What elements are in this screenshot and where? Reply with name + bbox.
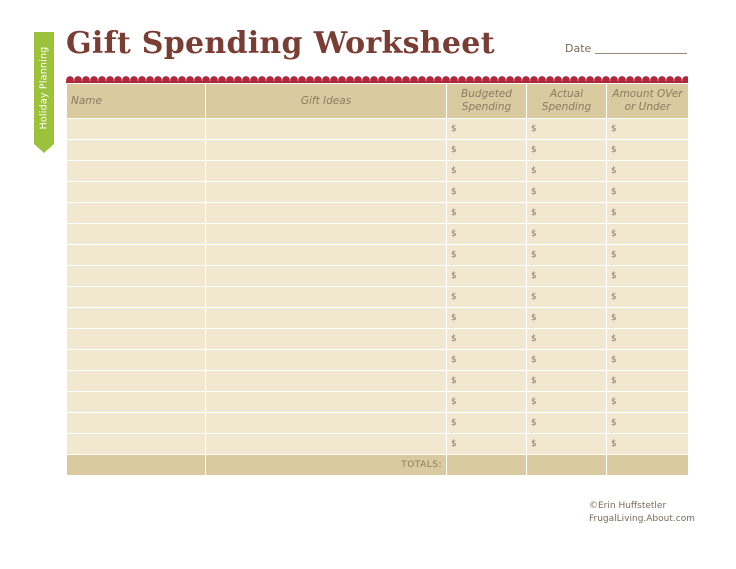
table-row: [67, 308, 689, 329]
over-under-cell[interactable]: [607, 161, 689, 182]
name-cell[interactable]: [67, 287, 206, 308]
budgeted-spending-cell[interactable]: [447, 203, 527, 224]
table-row: [67, 392, 689, 413]
budgeted-spending-cell[interactable]: [447, 392, 527, 413]
currency-symbol: $: [611, 292, 617, 302]
currency-symbol: $: [611, 397, 617, 407]
currency-symbol: $: [451, 292, 457, 302]
actual-spending-cell[interactable]: [527, 203, 607, 224]
currency-symbol: $: [611, 418, 617, 428]
column-header-amount-over-under-label: Amount OVer or Under: [612, 88, 683, 113]
budgeted-spending-cell[interactable]: [447, 182, 527, 203]
date-blank-line[interactable]: [595, 53, 687, 54]
gift-ideas-cell[interactable]: [206, 203, 447, 224]
budgeted-spending-cell[interactable]: [447, 308, 527, 329]
over-under-cell[interactable]: [607, 224, 689, 245]
currency-symbol: $: [451, 334, 457, 344]
actual-spending-cell[interactable]: [527, 434, 607, 455]
over-under-cell[interactable]: [607, 329, 689, 350]
currency-symbol: $: [531, 187, 537, 197]
actual-spending-cell[interactable]: [527, 266, 607, 287]
currency-symbol: $: [611, 376, 617, 386]
credit: [589, 500, 695, 526]
table-row: [67, 350, 689, 371]
date-label: Date: [565, 42, 592, 55]
currency-symbol: $: [611, 313, 617, 323]
actual-spending-cell[interactable]: [527, 245, 607, 266]
actual-spending-cell[interactable]: [527, 140, 607, 161]
name-cell[interactable]: [67, 413, 206, 434]
gift-ideas-cell[interactable]: [206, 161, 447, 182]
over-under-cell[interactable]: [607, 308, 689, 329]
name-cell[interactable]: [67, 119, 206, 140]
over-under-cell[interactable]: [607, 182, 689, 203]
name-cell[interactable]: [67, 224, 206, 245]
table-header-row: [67, 84, 689, 119]
currency-symbol: $: [531, 355, 537, 365]
currency-symbol: $: [531, 397, 537, 407]
currency-symbol: $: [611, 355, 617, 365]
currency-symbol: $: [451, 355, 457, 365]
gift-ideas-cell[interactable]: [206, 182, 447, 203]
currency-symbol: $: [451, 124, 457, 134]
credit-website: FrugalLiving.About.com: [589, 514, 695, 524]
currency-symbol: $: [451, 187, 457, 197]
table-row: [67, 434, 689, 455]
table-row: [67, 161, 689, 182]
totals-row: [67, 455, 689, 476]
currency-symbol: $: [451, 145, 457, 155]
actual-spending-cell[interactable]: [527, 161, 607, 182]
gift-ideas-cell[interactable]: [206, 392, 447, 413]
currency-symbol: $: [451, 376, 457, 386]
currency-symbol: $: [611, 229, 617, 239]
budgeted-spending-cell[interactable]: [447, 329, 527, 350]
name-cell[interactable]: [67, 329, 206, 350]
gift-ideas-cell[interactable]: [206, 413, 447, 434]
over-under-cell[interactable]: [607, 203, 689, 224]
currency-symbol: $: [531, 439, 537, 449]
column-header-amount-over-under: [607, 84, 689, 119]
currency-symbol: $: [451, 229, 457, 239]
currency-symbol: $: [451, 271, 457, 281]
name-cell[interactable]: [67, 182, 206, 203]
currency-symbol: $: [531, 313, 537, 323]
gift-ideas-cell[interactable]: [206, 140, 447, 161]
currency-symbol: $: [451, 418, 457, 428]
name-cell[interactable]: [67, 245, 206, 266]
holiday-planning-label: Holiday Planning: [38, 46, 50, 130]
gift-ideas-cell[interactable]: [206, 245, 447, 266]
currency-symbol: $: [611, 208, 617, 218]
totals-blank-cell: [67, 455, 206, 476]
currency-symbol: $: [531, 166, 537, 176]
currency-symbol: $: [451, 208, 457, 218]
currency-symbol: $: [531, 145, 537, 155]
budgeted-spending-cell[interactable]: [447, 266, 527, 287]
table-row: [67, 203, 689, 224]
gift-ideas-cell[interactable]: [206, 308, 447, 329]
column-header-budgeted-spending-label: Budgeted Spending: [461, 88, 512, 113]
name-cell[interactable]: [67, 434, 206, 455]
table-row: [67, 371, 689, 392]
credit-author: ©Erin Huffstetler: [589, 501, 667, 511]
total-budgeted-cell[interactable]: [447, 455, 527, 476]
over-under-cell[interactable]: [607, 245, 689, 266]
name-cell[interactable]: [67, 308, 206, 329]
gift-ideas-cell[interactable]: [206, 434, 447, 455]
currency-symbol: $: [611, 439, 617, 449]
column-header-actual-spending-label: Actual Spending: [541, 88, 592, 113]
gift-ideas-cell[interactable]: [206, 224, 447, 245]
table-row: [67, 119, 689, 140]
budgeted-spending-cell[interactable]: [447, 434, 527, 455]
gift-ideas-cell[interactable]: [206, 287, 447, 308]
name-cell[interactable]: [67, 350, 206, 371]
date-field[interactable]: [565, 42, 687, 55]
actual-spending-cell[interactable]: [527, 182, 607, 203]
column-header-name: Name: [67, 84, 206, 119]
table-row: [67, 182, 689, 203]
table-row: [67, 266, 689, 287]
currency-symbol: $: [451, 313, 457, 323]
currency-symbol: $: [451, 250, 457, 260]
currency-symbol: $: [531, 418, 537, 428]
budgeted-spending-cell[interactable]: [447, 245, 527, 266]
over-under-cell[interactable]: [607, 350, 689, 371]
over-under-cell[interactable]: [607, 266, 689, 287]
currency-symbol: $: [531, 229, 537, 239]
name-cell[interactable]: [67, 140, 206, 161]
actual-spending-cell[interactable]: [527, 287, 607, 308]
currency-symbol: $: [611, 187, 617, 197]
actual-spending-cell[interactable]: [527, 392, 607, 413]
over-under-cell[interactable]: [607, 413, 689, 434]
table-row: [67, 287, 689, 308]
actual-spending-cell[interactable]: [527, 371, 607, 392]
actual-spending-cell[interactable]: [527, 350, 607, 371]
currency-symbol: $: [611, 334, 617, 344]
gift-ideas-cell[interactable]: [206, 266, 447, 287]
currency-symbol: $: [451, 166, 457, 176]
table-row: [67, 245, 689, 266]
budgeted-spending-cell[interactable]: [447, 140, 527, 161]
holiday-planning-tab: [34, 32, 54, 144]
totals-label: TOTALS:: [206, 455, 447, 476]
currency-symbol: $: [531, 250, 537, 260]
name-cell[interactable]: [67, 266, 206, 287]
budgeted-spending-cell[interactable]: [447, 224, 527, 245]
currency-symbol: $: [531, 124, 537, 134]
currency-symbol: $: [611, 166, 617, 176]
currency-symbol: $: [611, 250, 617, 260]
budgeted-spending-cell[interactable]: [447, 350, 527, 371]
column-header-budgeted-spending: [447, 84, 527, 119]
currency-symbol: $: [531, 292, 537, 302]
actual-spending-cell[interactable]: [527, 308, 607, 329]
currency-symbol: $: [611, 124, 617, 134]
table-row: [67, 329, 689, 350]
actual-spending-cell[interactable]: [527, 413, 607, 434]
gift-ideas-cell[interactable]: [206, 350, 447, 371]
gift-worksheet-table: [66, 83, 689, 476]
actual-spending-cell[interactable]: [527, 329, 607, 350]
currency-symbol: $: [451, 439, 457, 449]
name-cell[interactable]: [67, 371, 206, 392]
currency-symbol: $: [531, 376, 537, 386]
budgeted-spending-cell[interactable]: [447, 371, 527, 392]
currency-symbol: $: [611, 145, 617, 155]
over-under-cell[interactable]: [607, 119, 689, 140]
currency-symbol: $: [451, 397, 457, 407]
column-header-gift-ideas: Gift Ideas: [206, 84, 447, 119]
over-under-cell[interactable]: [607, 434, 689, 455]
name-cell[interactable]: [67, 203, 206, 224]
currency-symbol: $: [531, 208, 537, 218]
total-actual-cell[interactable]: [527, 455, 607, 476]
table-row: [67, 224, 689, 245]
name-cell[interactable]: [67, 392, 206, 413]
currency-symbol: $: [531, 271, 537, 281]
actual-spending-cell[interactable]: [527, 119, 607, 140]
gift-ideas-cell[interactable]: [206, 371, 447, 392]
table-row: [67, 140, 689, 161]
gift-ideas-cell[interactable]: [206, 119, 447, 140]
name-cell[interactable]: [67, 161, 206, 182]
total-over-under-cell[interactable]: [607, 455, 689, 476]
page-title: Gift Spending Worksheet: [66, 26, 495, 61]
actual-spending-cell[interactable]: [527, 224, 607, 245]
gift-ideas-cell[interactable]: [206, 329, 447, 350]
over-under-cell[interactable]: [607, 287, 689, 308]
currency-symbol: $: [531, 334, 537, 344]
budgeted-spending-cell[interactable]: [447, 287, 527, 308]
budgeted-spending-cell[interactable]: [447, 413, 527, 434]
table-row: [67, 413, 689, 434]
over-under-cell[interactable]: [607, 371, 689, 392]
column-header-actual-spending: [527, 84, 607, 119]
over-under-cell[interactable]: [607, 140, 689, 161]
budgeted-spending-cell[interactable]: [447, 119, 527, 140]
currency-symbol: $: [611, 271, 617, 281]
budgeted-spending-cell[interactable]: [447, 161, 527, 182]
over-under-cell[interactable]: [607, 392, 689, 413]
